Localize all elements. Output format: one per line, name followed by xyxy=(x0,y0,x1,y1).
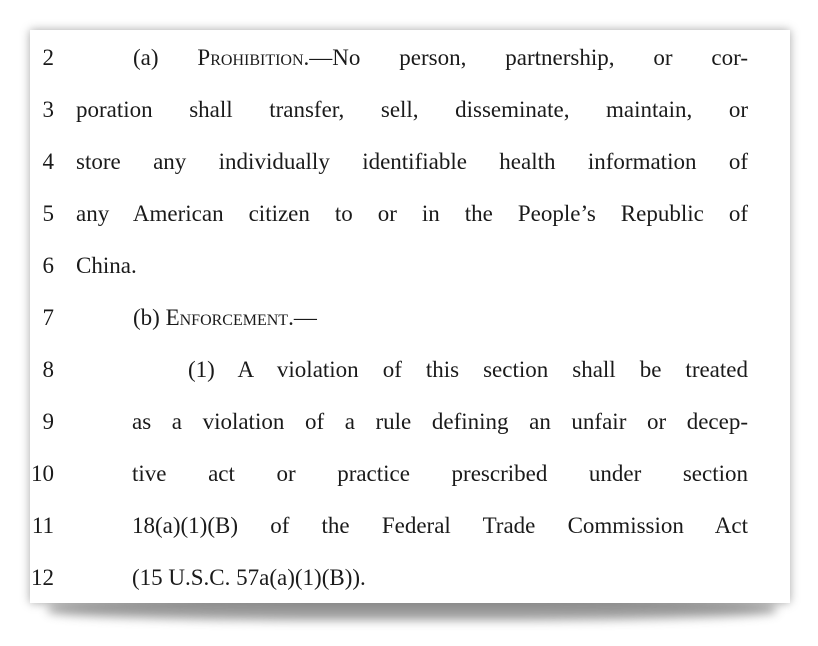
line-text: China. xyxy=(76,253,137,278)
line-number: 9 xyxy=(42,409,54,434)
line-text xyxy=(133,38,748,78)
line-text xyxy=(133,298,748,338)
section-heading-prohibition: Prohibition. xyxy=(197,45,310,70)
line-4 xyxy=(30,142,790,182)
line-number: 5 xyxy=(42,201,54,226)
line-body: — xyxy=(293,305,317,330)
line-number: 8 xyxy=(42,357,54,382)
line-number: 11 xyxy=(31,513,54,538)
line-number: 3 xyxy=(42,97,54,122)
line-3 xyxy=(30,90,790,130)
line-text: (1) A violation of this section shall be treated xyxy=(188,357,748,382)
line-text: as a violation of a rule defining an unfair or decep- xyxy=(132,409,748,434)
line-number: 4 xyxy=(42,149,54,174)
line-number: 12 xyxy=(31,565,54,590)
subsection-label: (a) xyxy=(133,45,198,70)
line-number: 10 xyxy=(31,461,54,486)
line-number: 7 xyxy=(42,305,54,330)
line-6 xyxy=(30,246,790,286)
line-text: poration shall transfer, sell, disseminate, maintain, or xyxy=(76,97,748,122)
line-text: tive act or practice prescribed under section xyxy=(132,461,748,486)
line-5 xyxy=(30,194,790,234)
line-8 xyxy=(30,350,790,390)
line-7 xyxy=(30,298,790,338)
line-text: (15 U.S.C. 57a(a)(1)(B)). xyxy=(132,565,366,590)
line-text: store any individually identifiable health information of xyxy=(76,149,748,174)
subsection-label: (b) xyxy=(133,305,166,330)
document-page xyxy=(30,30,790,603)
section-heading-enforcement: Enforcement. xyxy=(165,305,294,330)
line-text: any American citizen to or in the People’s Republic of xyxy=(76,201,748,226)
line-body: —No person, partnership, or cor- xyxy=(309,45,748,70)
line-number: 2 xyxy=(42,45,54,70)
line-11 xyxy=(30,506,790,546)
line-10 xyxy=(30,454,790,494)
line-9 xyxy=(30,402,790,442)
line-text: 18(a)(1)(B) of the Federal Trade Commission Act xyxy=(132,513,748,538)
line-12 xyxy=(30,558,790,598)
line-number: 6 xyxy=(42,253,54,278)
line-2 xyxy=(30,38,790,78)
